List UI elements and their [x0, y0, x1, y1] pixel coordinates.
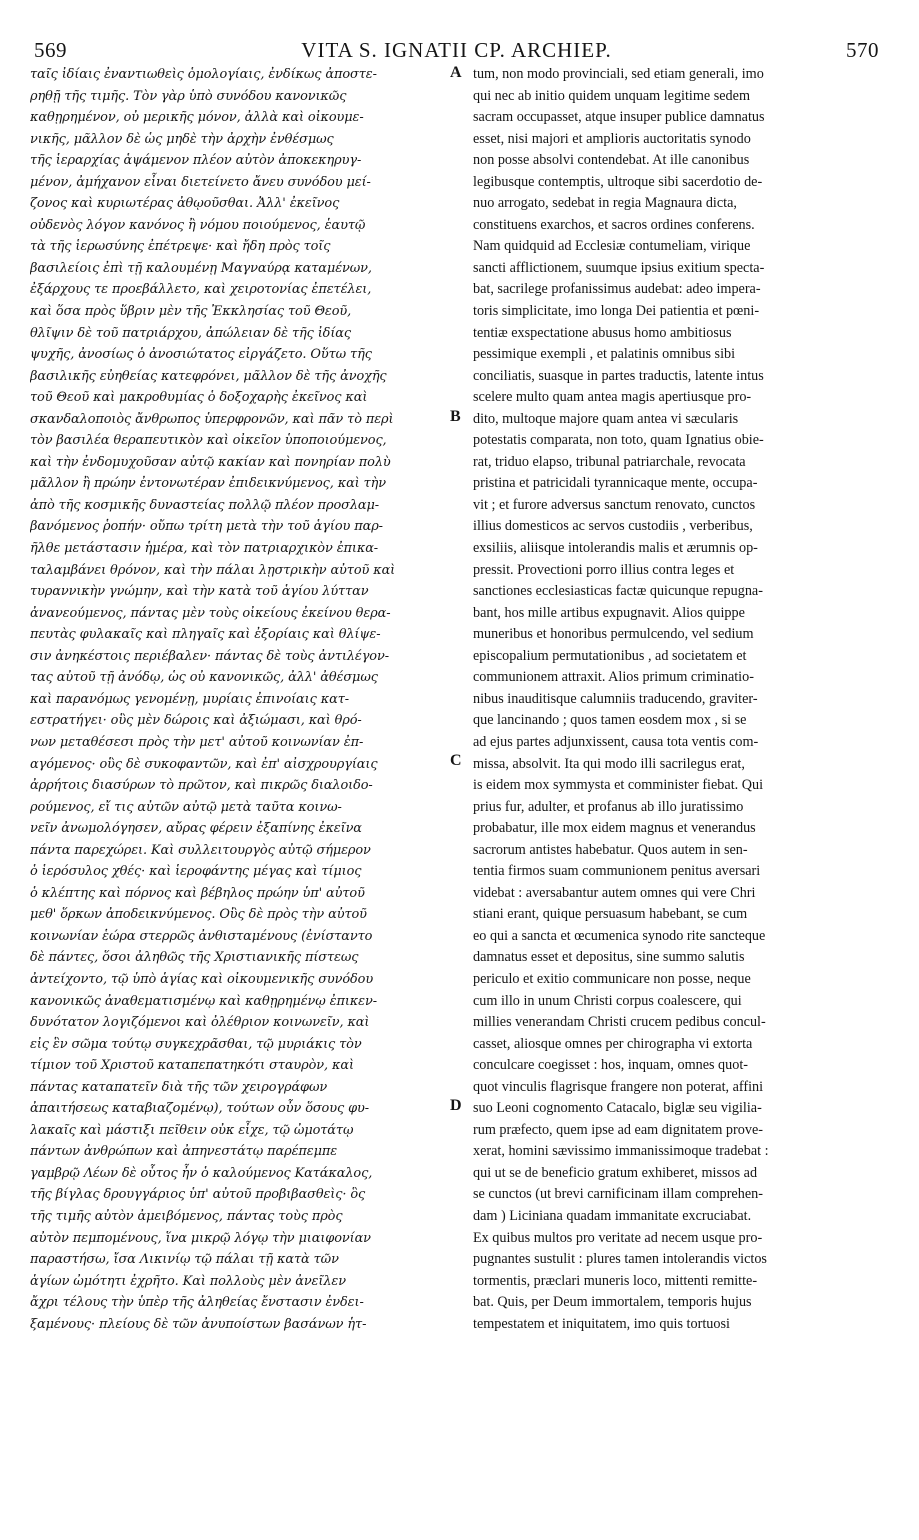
latin-text-line: periculo et exitio communicare non posse, neque — [473, 970, 751, 987]
latin-text-line: sancti afflictionem, suumque ipsius exitium specta- — [473, 259, 765, 276]
latin-text-line: qui nec ab initio quidem unquam legitime sedem — [473, 87, 750, 104]
latin-text-line: dam ) Liciniana quadam immanitate excruciabat. — [473, 1207, 752, 1224]
greek-text-line: καὶ ὅσα πρὸς ὕβριν μὲν τῆς Ἐκκλησίας τοῦ Θεοῦ, — [30, 304, 352, 320]
latin-text-line: non posse absolvi contendebat. At ille canonibus — [473, 152, 750, 169]
latin-text-line: xerat, homini sævissimo immanissimoque tradebat : — [473, 1143, 769, 1160]
greek-text-line: νικῆς, μᾶλλον δὲ ὡς μηδὲ τὴν ἀρχὴν ἐνθέσμως — [30, 131, 334, 147]
latin-text-line: bat. Quis, per Deum immortalem, temporis hujus — [473, 1294, 752, 1311]
latin-text-line: pugnantes sustulit : plures tamen intolerandis victos — [473, 1251, 767, 1268]
latin-text-line: tum, non modo provinciali, sed etiam generali, imo — [473, 66, 764, 82]
latin-text-line: cum illo in unum Christi corpus coalescere, qui — [473, 992, 742, 1009]
latin-text-line: tempestatem et iniquitatem, imo quis tortuosi — [473, 1315, 730, 1332]
greek-text-line: αγόμενος· οὓς δὲ συκοφαντῶν, καὶ ἐπ' αἰσχρουργίαις — [30, 756, 378, 772]
greek-text-line: τὸν βασιλέα θεραπευτικὸν καὶ οἰκεῖον ὑποποιούμενος, — [30, 433, 387, 449]
greek-text-line: βανόμενος ῥοπήν· οὔπω τρίτη μετὰ τὴν τοῦ ἁγίου παρ- — [30, 519, 383, 535]
greek-text-line: τίμιον τοῦ Χριστοῦ καταπεπατηκότι σταυρὸν, καὶ — [30, 1058, 354, 1074]
latin-text-line: conculcare coegisset : hos, inquam, omnes quot- — [473, 1057, 749, 1074]
greek-text-line: μεθ' ὅρκων ἀποδεικνύμενος. Οὓς δὲ πρὸς τὴν αὐτοῦ — [30, 907, 367, 923]
latin-text-line: damnatus esset et depositus, sine summo salutis — [473, 949, 745, 966]
latin-text-line: sacram occupasset, atque insuper publice damnatus — [473, 109, 765, 126]
latin-text-line: tormentis, præclari muneris loco, mittenti remitte- — [473, 1272, 758, 1289]
greek-text-line: πάντων ἀνθρώπων καὶ ἀπηνεστάτῳ παρέπεμπε — [30, 1144, 338, 1160]
latin-text-line: vit ; et furore adversus sanctum renovato, cunctos — [473, 496, 756, 513]
latin-text-line: scelere multo quam antea magis apertiusque pro- — [473, 389, 752, 406]
greek-text-line: ξαμένους· πλείους δὲ τῶν ἀνυποίστων βασάνων ἡτ- — [30, 1316, 367, 1332]
latin-text-line: suo Leoni cognomento Catacalo, biglæ seu vigilia- — [473, 1100, 762, 1117]
latin-text-line: millies venerandam Christi crucem pedibus concul- — [473, 1014, 766, 1031]
latin-text-line: potestatis comparata, non toto, quam Ignatius obie- — [473, 432, 764, 449]
latin-text-line: tentia firmos suam communionem penitus aversari — [473, 863, 761, 880]
latin-text-line: probabatur, ille mox eidem magnus et venerandus — [473, 820, 756, 837]
latin-text-line: constituens exarchos, et sacros ordines conferens. — [473, 216, 755, 233]
greek-text-line: οὐδενὸς λόγον κανόνος ἢ νόμου ποιούμενος, ἑαυτῷ — [30, 217, 366, 233]
latin-text-line: communionem attraxit. Alios primum criminatio- — [473, 669, 754, 686]
latin-text-line: que lancinando ; quos tamen eosdem mox , si se — [473, 712, 747, 729]
latin-text-line: casset, aliosque omnes per chirographa vi extorta — [473, 1035, 753, 1052]
greek-text-line: ὁ κλέπτης καὶ πόρνος καὶ βέβηλος πρώην ὑπ' αὐτοῦ — [30, 885, 365, 901]
greek-text-line: τας αὐτοῦ τῇ ἀνόδῳ, ὡς οὐ κανονικῶς, ἀλλ' ἀθέσμως — [30, 670, 378, 686]
greek-text-line: μᾶλλον ἢ πρώην ἐντονωτέραν ἐπιδεικνύμενος, καὶ τὴν — [30, 476, 387, 492]
greek-text-line: ρούμενος, εἴ τις αὐτῶν αὐτῷ μετὰ ταῦτα κοινω- — [30, 799, 342, 815]
greek-text-line: καὶ τὴν ἐνδομυχοῦσαν αὐτῷ κακίαν καὶ πονηρίαν πολὺ — [30, 454, 391, 470]
greek-text-line: εστρατήγει· οὓς μὲν δώροις καὶ ἀξιώμασι, καὶ θρό- — [30, 713, 362, 729]
greek-text-line: μένον, ἀμήχανον εἶναι διετείνετο ἄνευ συνόδου μεί- — [30, 174, 371, 190]
latin-text-line: pressit. Provectioni porro illius contra leges et — [473, 561, 735, 578]
greek-text-line: ἁγίων ὠμότητι ἐχρῆτο. Καὶ πολλοὺς μὲν ἀνεῖλεν — [30, 1273, 346, 1289]
greek-text-line: καθῃρημένον, οὐ μερικῆς μόνον, ἀλλὰ καὶ οἰκουμε- — [30, 110, 364, 126]
greek-text-line: ψυχῆς, ἀνοσίως ὁ ἀνοσιώτατος εἰργάζετο. Οὕτω τῆς — [30, 347, 372, 363]
latin-text-line: legibusque contemptis, ultroque sibi sacerdotio de- — [473, 173, 763, 190]
page-number-left: 569 — [34, 38, 67, 62]
latin-text-line: bat, sacrilege profanissimus audebat: adeo impera- — [473, 281, 761, 298]
greek-text-line: ἀπὸ τῆς κοσμικῆς δυναστείας πολλῷ πλέον προσλαμ- — [30, 497, 380, 513]
greek-text-line: ὁ ἱερόσυλος χθές· καὶ ἱεροφάντης μέγας καὶ τίμιος — [30, 864, 362, 880]
latin-text-line: videbat : aversabantur autem omnes qui vere Chri — [473, 884, 756, 901]
greek-text-line: τὰ τῆς ἱερωσύνης ἐπέτρεψε· καὶ ἤδη πρὸς τοῖς — [30, 239, 331, 255]
greek-text-line: ἀνανεούμενος, πάντας μὲν τοὺς οἰκείους ἐκείνου θερα- — [30, 605, 391, 621]
page-number-right: 570 — [846, 38, 879, 62]
greek-text-line: τυραννικὴν γνώμην, καὶ τὴν κατὰ τοῦ ἁγίου λύτταν — [30, 584, 369, 600]
greek-column — [30, 64, 444, 1335]
latin-text-line: missa, absolvit. Ita qui modo illi sacrilegus erat, — [473, 755, 745, 772]
greek-text-line: τῆς βίγλας δρουγγάριος ὑπ' αὐτοῦ προβιβασθεὶς· ὃς — [30, 1187, 366, 1203]
greek-text-line: λακαῖς καὶ μάστιξι πεῖθειν οὐκ εἶχε, τῷ ὠμοτάτῳ — [30, 1122, 354, 1138]
latin-text-line: toris simplicitate, imo longa Dei patientia et pœni- — [473, 303, 760, 320]
latin-text-line: muneribus et honoribus permulcendo, vel sedium — [473, 626, 754, 643]
latin-text-line: dito, multoque majore quam antea vi sæcularis — [473, 410, 739, 427]
latin-text-line: nuo arrogato, sedebat in regia Magnaura dicta, — [473, 195, 737, 212]
latin-text-line: rum præfecto, quem ipse ad eam dignitatem prove- — [473, 1121, 763, 1138]
latin-text-line: Nam quidquid ad Ecclesiæ contumeliam, virique — [473, 238, 751, 255]
greek-text-line: ῆλθε μετάστασιν ἡμέρα, καὶ τὸν πατριαρχικὸν ἐπικα- — [30, 541, 379, 557]
greek-text-line: παραστήσω, ἴσα Λικινίῳ τῷ πάλαι τῇ κατὰ τῶν — [30, 1252, 339, 1268]
latin-text-line: pristina et patricidali tyrannicaque mente, occupa- — [473, 475, 758, 492]
greek-text-line: ταλαμβάνει θρόνον, καὶ τὴν πάλαι λῃστρικὴν αὐτοῦ καὶ — [30, 562, 396, 578]
latin-text-line: esset, nisi majori et amplioris auctoritatis synodo — [473, 130, 751, 147]
running-title: VITA S. IGNATII CP. ARCHIEP. — [301, 38, 612, 62]
latin-text-line: pessimique exempli , et palatinis omnibus sibi — [473, 346, 736, 363]
section-marker-b: B — [450, 408, 461, 425]
latin-text-line: conciliatis, suasque in partes traductis, latente intus — [473, 367, 764, 384]
greek-text-line: εἰς ἓν σῶμα τούτῳ συγκεχρᾶσθαι, τῷ μυριάκις τὸν — [30, 1036, 362, 1052]
greek-text-line: ταῖς ἰδίαις ἐναντιωθεὶς ὁμολογίαις, ἐνδίκως ἀποστε- — [30, 67, 377, 82]
greek-text-line: κανονικῶς ἀναθεματισμένῳ καὶ καθῃρημένῳ ἐπικεν- — [30, 993, 377, 1009]
greek-text-line: ζονος καὶ κυριωτέρας ἀθῳοῦσθαι. Ἀλλ' ἐκεῖνος — [30, 196, 340, 212]
latin-text-line: ad ejus partes adjunxissent, causa tota ventis com- — [473, 733, 759, 750]
greek-text-line: τῆς ἱεραρχίας ἁψάμενον πλέον αὐτὸν ἀποκεκηρυγ- — [30, 153, 362, 169]
latin-text-line: sanctiones ecclesiasticas factæ quicunque repugna- — [473, 583, 763, 600]
greek-text-line: δυνότατον λογιζόμενοι καὶ ὀλέθριον κοινωνεῖν, καὶ — [30, 1015, 370, 1031]
latin-text-line: bant, hos mille artibus expugnavit. Alios quippe — [473, 604, 745, 621]
greek-text-line: πάντα παρεχώρει. Καὶ συλλειτουργὸς αὐτῷ σήμερον — [30, 842, 371, 858]
greek-text-line: ἀντείχοντο, τῷ ὑπὸ ἁγίας καὶ οἰκουμενικῆς συνόδου — [30, 971, 374, 987]
greek-text-line: θλῖψιν δὲ τοῦ πατριάρχου, ἀπώλειαν δὲ τῆς ἰδίας — [30, 325, 352, 341]
latin-text-line: quot vinculis flagrisque frangere non poterat, affini — [473, 1078, 764, 1095]
greek-text-line: πάντας καταπατεῖν διὰ τῆς τῶν χειρογράφων — [30, 1079, 328, 1095]
page-header — [34, 38, 879, 62]
greek-text-line: ρηθῇ τῆς τιμῆς. Τὸν γὰρ ὑπὸ συνόδου κανονικῶς — [30, 88, 347, 104]
latin-text-line: is eidem mox symmysta et comminister fiebat. Qui — [473, 777, 764, 794]
latin-text-line: stiani erant, quique persuasum habebant, se cum — [473, 906, 748, 923]
greek-text-line: αὐτὸν πεμπομένους, ἵνα μικρῷ λόγῳ τὴν μιαιφονίαν — [30, 1230, 371, 1246]
latin-text-line: exsiliis, aliisque intolerandis malis et ærumnis op- — [473, 540, 758, 557]
latin-text-line: tentiæ exspectatione abusus homo ambitiosus — [473, 324, 732, 341]
greek-text-line: τῆς τιμῆς αὐτὸν ἀμειβόμενος, πάντας τοὺς πρὸς — [30, 1208, 343, 1224]
greek-text-line: νεῖν ἀνωμολόγησεν, αὔρας φέρειν ἐξαπίνης ἐκεῖνα — [30, 821, 362, 837]
latin-text-line: nibus inauditisque calumniis traducendo, graviter- — [473, 690, 758, 707]
latin-text-line: illius domesticos ac servos custodiis , verberibus, — [473, 518, 753, 535]
greek-text-line: ἐξάρχους τε προεβάλλετο, καὶ χειροτονίας ἐπετέλει, — [30, 282, 372, 298]
greek-text-line: νων μεταθέσεσι πρὸς τὴν μετ' αὐτοῦ κοινωνίαν ἐπ- — [30, 734, 364, 750]
greek-text-line: βασιλικῆς εὐηθείας κατεφρόνει, μᾶλλον δὲ τῆς ἀνοχῆς — [30, 368, 387, 384]
latin-text-line: se cunctos (ut brevi carnificinam illam comprehen- — [473, 1186, 763, 1203]
section-marker-a: A — [450, 64, 462, 81]
greek-text-line: πευτὰς φυλακαῖς καὶ πληγαῖς καὶ ἐξορίαις καὶ θλίψε- — [30, 627, 381, 643]
latin-text-line: episcopalium permutationibus , ad societatem et — [473, 647, 747, 664]
section-marker-c: C — [450, 752, 462, 769]
greek-text-line: δὲ πάντες, ὅσοι ἀληθῶς τῆς Χριστιανικῆς πίστεως — [30, 950, 359, 966]
latin-column — [473, 64, 889, 1335]
greek-text-line: ἄχρι τέλους τὴν ὑπὲρ τῆς ἀληθείας ἔνστασιν ἐνδει- — [30, 1295, 364, 1311]
greek-text-line: σιν ἀνηκέστοις περιέβαλεν· πάντας δὲ τοὺς ἀντιλέγον- — [30, 648, 389, 664]
latin-text-line: eo qui a sancta et œcumenica synodo rite sancteque — [473, 927, 766, 944]
latin-text-line: sacrorum antistes habebatur. Quos autem in sen- — [473, 841, 748, 858]
latin-text-line: Ex quibus multos pro veritate ad necem usque pro- — [473, 1229, 763, 1246]
greek-text-line: καὶ παρανόμως γενομένῃ, μυρίαις ἐπινοίαις κατ- — [30, 691, 349, 707]
greek-text-line: κοινωνίαν ἑώρα στερρῶς ἀνθισταμένους (ἐνίσταντο — [30, 928, 373, 944]
greek-text-line: ἀρρήτοις διασύρων τὸ πρῶτον, καὶ πικρῶς διαλοιδο- — [30, 778, 373, 794]
latin-text-line: rat, triduo elapso, tribunal patriarchale, revocata — [473, 453, 746, 470]
section-marker-d: D — [450, 1097, 462, 1114]
latin-text-line: qui ut se de beneficio gratum exhiberet, missos ad — [473, 1164, 758, 1181]
greek-text-line: βασιλείοις ἐπὶ τῇ καλουμένῃ Μαγναύρᾳ καταμένων, — [30, 260, 372, 276]
greek-text-line: τοῦ Θεοῦ καὶ μακροθυμίας ὁ δοξοχαρὴς ἐκεῖνος καὶ — [30, 390, 368, 406]
greek-text-line: ἀπαιτήσεως καταβιαζομένῳ), τούτων οὖν ὅσους φυ- — [30, 1101, 369, 1117]
greek-text-line: γαμβρῷ Λέων δὲ οὗτος ἦν ὁ καλούμενος Κατάκαλος, — [30, 1165, 373, 1181]
latin-text-line: prius fur, adulter, et profanus ab illo juratissimo — [473, 798, 744, 815]
greek-text-line: σκανδαλοποιὸς ἄνθρωπος ὑπερφρονῶν, καὶ πᾶν τὸ περὶ — [30, 411, 394, 427]
